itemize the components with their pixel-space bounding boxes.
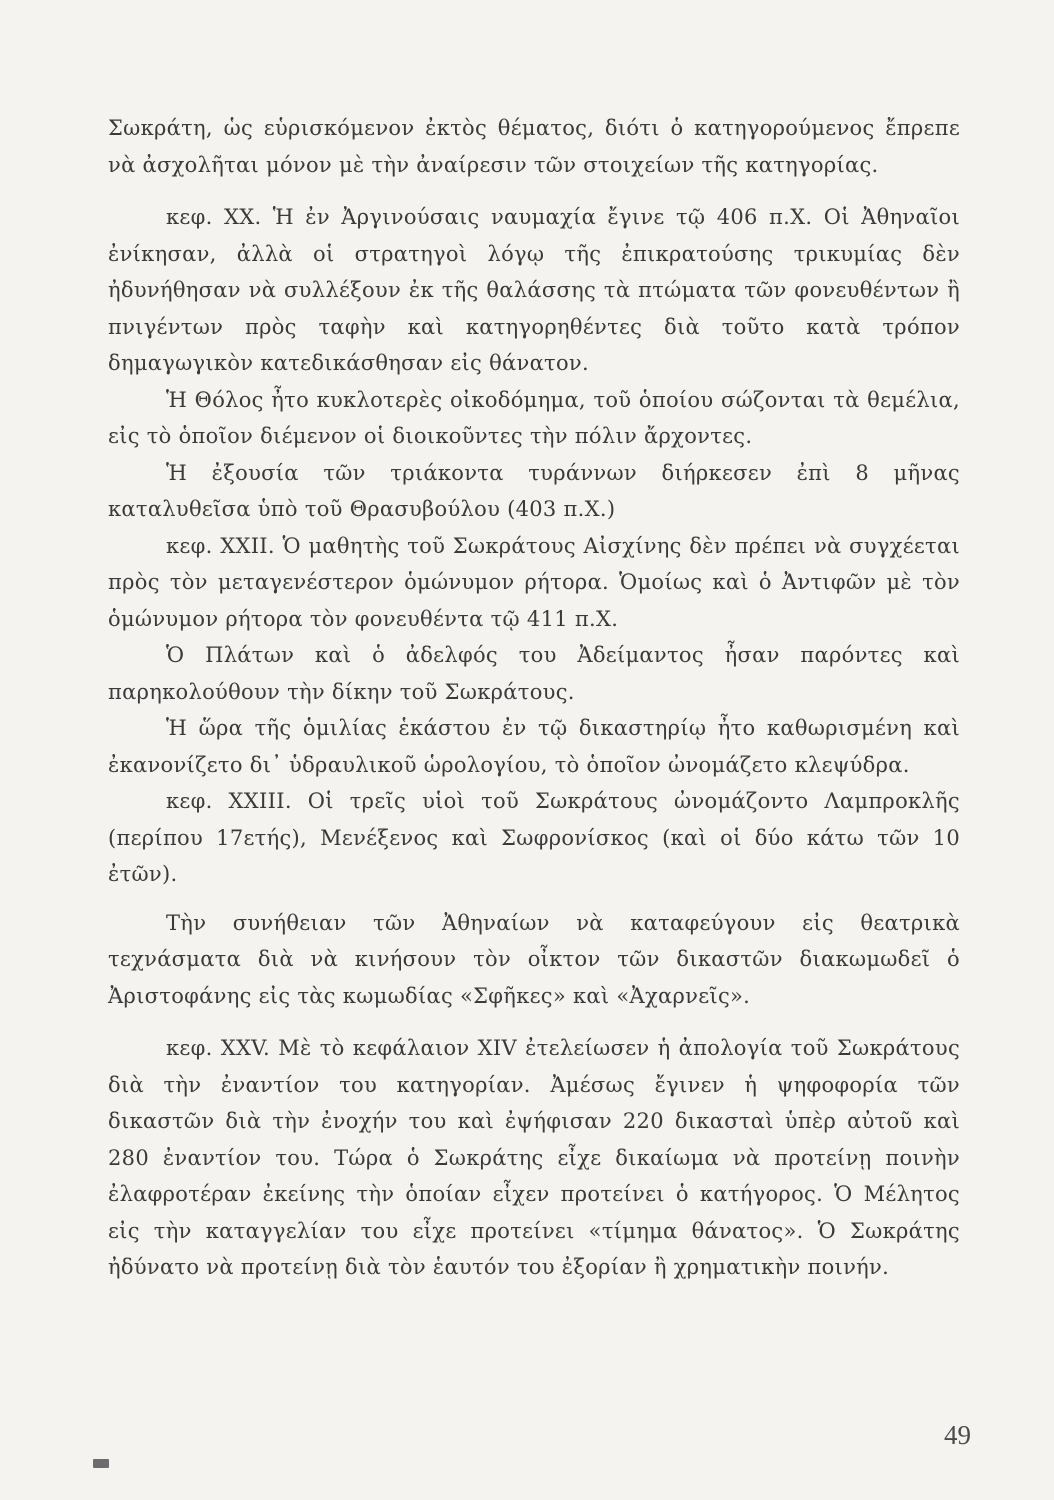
paragraph-10: κεφ. XXV. Μὲ τὸ κεφάλαιον XIV ἐτελείωσεν ἡ ἀπολογία τοῦ Σωκράτους διὰ τὴν ἐναντίον του κατηγορίαν. Ἀμέσως ἔγινεν ἡ ψηφοφορία τῶν δικαστῶν διὰ τὴν ἐνοχήν του καὶ ἐψήφισαν 220 δικασταὶ ὑπὲρ αὐτοῦ καὶ 280 ἐναντίον του. Τώρα ὁ Σωκράτης εἶχε δικαίωμα νὰ προτείνῃ ποινὴν ἐλαφροτέραν ἐκείνης τὴν ὁποίαν εἶχεν προτείνει ὁ κατήγορος. Ὁ Μέλητος εἰς τὴν καταγγελίαν του εἶχε προτείνει «τίμημα θάνατος». Ὁ Σωκράτης ἠδύνατο νὰ προτείνῃ διὰ τὸν ἑαυτόν του ἐξορίαν ἢ χρηματικὴν ποινήν. xyxy=(108,1036,960,1279)
page-number: 49 xyxy=(944,1420,971,1450)
paragraph-3: Ἡ Θόλος ἦτο κυκλοτερὲς οἰκοδόμημα, τοῦ ὁποίου σώζονται τὰ θεμέλια, εἰς τὸ ὁποῖον διέμενον οἱ διοικοῦντες τὴν πόλιν ἄρχοντες. xyxy=(108,387,960,448)
paragraph-8: κεφ. XXIII. Οἱ τρεῖς υἱοὶ τοῦ Σωκράτους ὠνομάζοντο Λαμπροκλῆς (περίπου 17ετής), Μενέξενος καὶ Σωφρονίσκος (καὶ οἱ δύο κάτω τῶν 10 ἐτῶν). xyxy=(108,789,960,886)
paragraph-2: κεφ. XX. Ἡ ἐν Ἀργινούσαις ναυμαχία ἔγινε τῷ 406 π.Χ. Οἱ Ἀθηναῖοι ἐνίκησαν, ἀλλὰ οἱ στρατηγοὶ λόγῳ τῆς ἐπικρατούσης τρικυμίας δὲν ἠδυνήθησαν νὰ συλλέξουν ἐκ τῆς θαλάσσης τὰ πτώματα τῶν φονευθέντων ἢ πνιγέντων πρὸς ταφὴν καὶ κατηγορηθέντες διὰ τοῦτο κατὰ τρόπον δημαγωγικὸν κατεδικάσθησαν εἰς θάνατον. xyxy=(108,205,960,375)
paragraph-9: Τὴν συνήθειαν τῶν Ἀθηναίων νὰ καταφεύγουν εἰς θεατρικὰ τεχνάσματα διὰ νὰ κινήσουν τὸν οἶκτον τῶν δικαστῶν διακωμωδεῖ ὁ Ἀριστοφάνης εἰς τὰς κωμωδίας «Σφῆκες» καὶ «Ἀχαρνεῖς». xyxy=(108,910,960,1008)
paragraph-6: Ὁ Πλάτων καὶ ὁ ἀδελφός του Ἀδείμαντος ἦσαν παρόντες καὶ παρηκολούθουν τὴν δίκην τοῦ Σωκράτους. xyxy=(108,643,960,704)
paragraph-1: Σωκράτη, ὡς εὑρισκόμενον ἐκτὸς θέματος, διότι ὁ κατηγορούμενος ἔπρεπε νὰ ἀσχολῆται μόνον μὲ τὴν ἀναίρεσιν τῶν στοιχείων τῆς κατηγορίας. xyxy=(108,116,960,177)
printer-mark xyxy=(93,1459,109,1468)
paragraph-4: Ἡ ἐξουσία τῶν τριάκοντα τυράννων διήρκεσεν ἐπὶ 8 μῆνας καταλυθεῖσα ὑπὸ τοῦ Θρασυβούλου (403 π.Χ.) xyxy=(108,460,960,521)
paragraph-7: Ἡ ὥρα τῆς ὁμιλίας ἑκάστου ἐν τῷ δικαστηρίῳ ἦτο καθωρισμένη καὶ ἐκανονίζετο δι᾽ ὑδραυλικοῦ ὡρολογίου, τὸ ὁποῖον ὠνομάζετο κλεψύδρα. xyxy=(108,716,960,777)
paragraph-5: κεφ. XXII. Ὁ μαθητὴς τοῦ Σωκράτους Αἰσχίνης δὲν πρέπει νὰ συγχέεται πρὸς τὸν μεταγενέστερον ὁμώνυμον ρήτορα. Ὁμοίως καὶ ὁ Ἀντιφῶν μὲ τὸν ὁμώνυμον ρήτορα τὸν φονευθέντα τῷ 411 π.Χ. xyxy=(108,533,960,631)
body-text xyxy=(108,110,960,1286)
